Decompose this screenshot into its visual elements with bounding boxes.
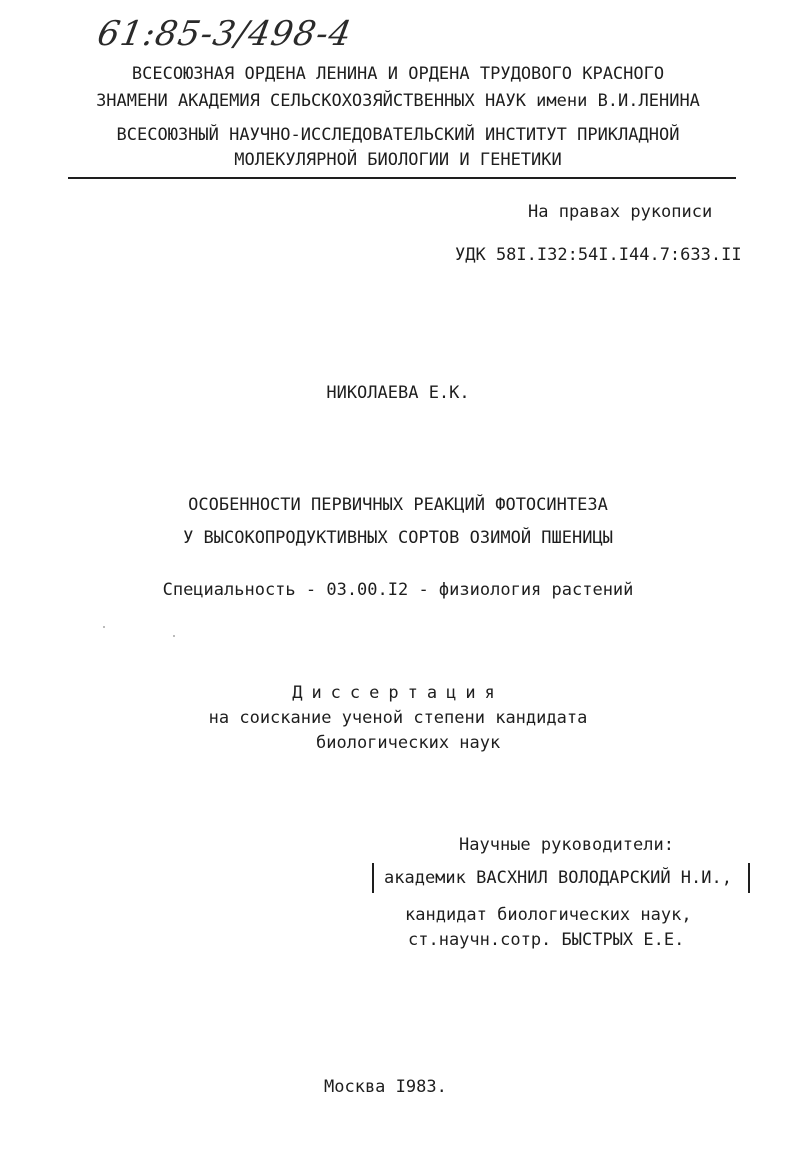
manuscript-note: На правах рукописи xyxy=(528,202,713,222)
institute-line-2: МОЛЕКУЛЯРНОЙ БИОЛОГИИ И ГЕНЕТИКИ xyxy=(234,150,562,170)
handwritten-catalog-number: 61:85-3/498-4 xyxy=(94,14,356,54)
dissertation-field-line: биологических наук xyxy=(316,733,501,753)
supervisor-second-line-1: кандидат биологических наук, xyxy=(405,905,692,925)
institute-line-1: ВСЕСОЮЗНЫЙ НАУЧНО-ИССЛЕДОВАТЕЛЬСКИЙ ИНСТИТУТ ПРИКЛАДНОЙ xyxy=(116,125,680,145)
scan-speck xyxy=(173,635,175,637)
academy-line-1: ВСЕСОЮЗНАЯ ОРДЕНА ЛЕНИНА И ОРДЕНА ТРУДОВОГО КРАСНОГО xyxy=(131,64,665,84)
author-name: НИКОЛАЕВА Е.К. xyxy=(326,383,470,403)
title-line-2: У ВЫСОКОПРОДУКТИВНЫХ СОРТОВ ОЗИМОЙ ПШЕНИЦЫ xyxy=(183,528,613,548)
academy-line-2: ЗНАМЕНИ АКАДЕМИЯ СЕЛЬСКОХОЗЯЙСТВЕННЫХ НАУК имени В.И.ЛЕНИНА xyxy=(96,91,700,111)
dissertation-degree-line: на соискание ученой степени кандидата xyxy=(208,708,588,728)
city-year: Москва I983. xyxy=(324,1077,447,1097)
supervisors-heading: Научные руководители: xyxy=(459,835,674,855)
header-divider xyxy=(68,177,736,179)
title-line-1: ОСОБЕННОСТИ ПЕРВИЧНЫХ РЕАКЦИЙ ФОТОСИНТЕЗА xyxy=(188,495,608,515)
supervisor-first: академик ВАСХНИЛ ВОЛОДАРСКИЙ Н.И., xyxy=(384,868,732,888)
supervisor-second-line-2: ст.научн.сотр. БЫСТРЫХ Е.Е. xyxy=(408,930,685,950)
specialty: Специальность - 03.00.I2 - физиология растений xyxy=(162,580,634,600)
udc-code: УДК 58I.I32:54I.I44.7:633.II xyxy=(455,245,742,265)
dissertation-heading: Диссертация xyxy=(292,683,504,703)
scan-speck xyxy=(103,626,105,628)
